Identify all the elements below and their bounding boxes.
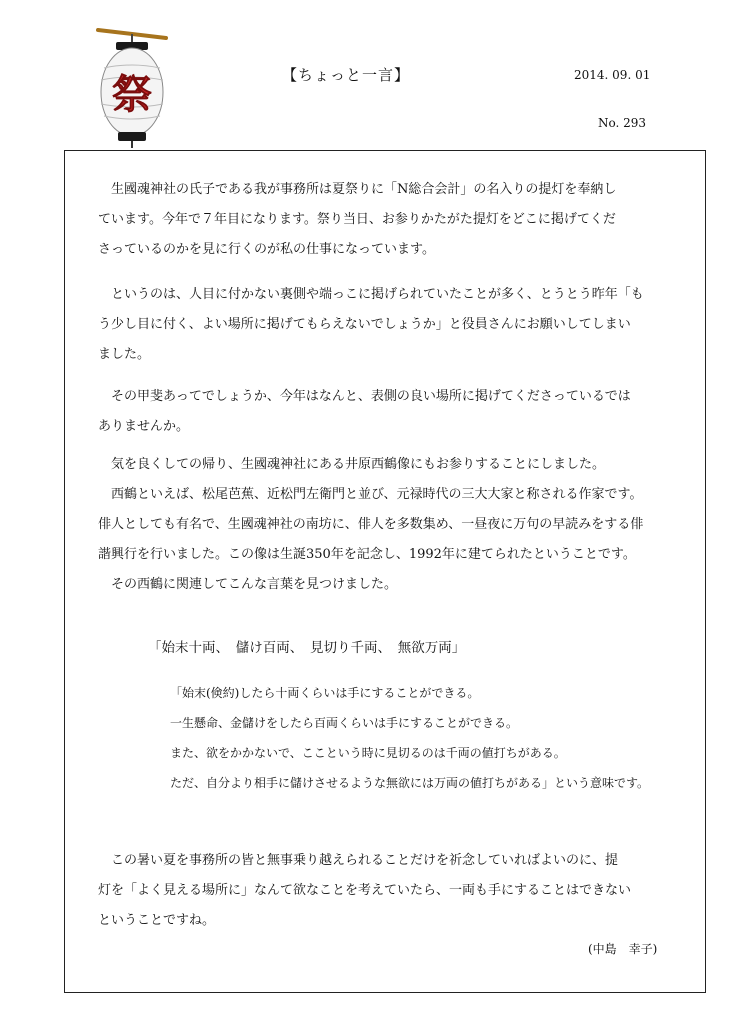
text-line: 気を良くしての帰り、生國魂神社にある井原西鶴像にもお参りすることにしました。	[98, 457, 606, 472]
proverb-quote: 「始末十両、 儲け百両、 見切り千両、 無欲万両」	[148, 640, 466, 656]
text-line: この暑い夏を事務所の皆と無事乗り越えられることだけを祈念していればよいのに、提	[98, 853, 619, 868]
issue-date: 2014. 09. 01	[574, 68, 651, 82]
issue-number: No. 293	[598, 116, 647, 130]
proverb-explanation	[170, 678, 649, 798]
text-line: というのは、人目に付かない裏側や端っこに掲げられていたことが多く、とうとう昨年「も	[98, 287, 644, 302]
paragraph-3	[98, 382, 688, 442]
text-line: また、欲をかかないで、ここという時に見切るのは千両の値打ちがある。	[170, 746, 566, 760]
text-line: 灯を「よく見える場所に」なんて欲なことを考えていたら、一両も手にすることはできない	[98, 883, 632, 898]
text-line: その西鶴に関連してこんな言葉を見つけました。	[98, 577, 398, 592]
text-line: 西鶴といえば、松尾芭蕉、近松門左衛門と並び、元禄時代の三大大家と称される作家です。	[98, 487, 643, 502]
paragraph-4	[98, 450, 688, 600]
author-signature: (中島 幸子)	[588, 942, 658, 956]
text-line: う少し目に付く、よい場所に掲げてもらえないでしょうか」と役員さんにお願いしてしまい	[98, 317, 631, 332]
text-line: さっているのかを見に行くのが私の仕事になっています。	[98, 242, 435, 257]
closing-paragraph	[98, 846, 688, 936]
text-line: その甲斐あってでしょうか、今年はなんと、表側の良い場所に掲げてくださっているでは	[98, 389, 631, 404]
text-line: ました。	[98, 347, 151, 362]
text-line: 「始末(倹約)したら十両くらいは手にすることができる。	[170, 686, 480, 700]
lantern-icon	[96, 20, 168, 150]
text-line: 俳人としても有名で、生國魂神社の南坊に、俳人を多数集め、一昼夜に万句の早読みをする俳	[98, 517, 644, 532]
text-line: 諧興行を行いました。この像は生誕350年を記念し、1992年に建てられたということです。	[98, 547, 636, 562]
text-line: ありませんか。	[98, 419, 190, 434]
lantern-illustration	[96, 20, 168, 150]
paragraph-2	[98, 280, 688, 370]
text-line: 生國魂神社の氏子である我が事務所は夏祭りに「N総合会計」の名入りの提灯を奉納し	[98, 182, 617, 197]
text-line: ただ、自分より相手に儲けさせるような無欲には万両の値打ちがある」という意味です。	[170, 776, 650, 790]
paragraph-1	[98, 175, 688, 265]
text-line: 一生懸命、金儲けをしたら百両くらいは手にすることができる。	[170, 716, 519, 730]
text-line: ということですね。	[98, 913, 216, 928]
text-line: ています。今年で７年目になります。祭り当日、お参りかたがた提灯をどこに掲げてくだ	[98, 212, 616, 227]
lantern-character: 祭	[112, 72, 152, 118]
page-title: 【ちょっと一言】	[282, 66, 411, 84]
